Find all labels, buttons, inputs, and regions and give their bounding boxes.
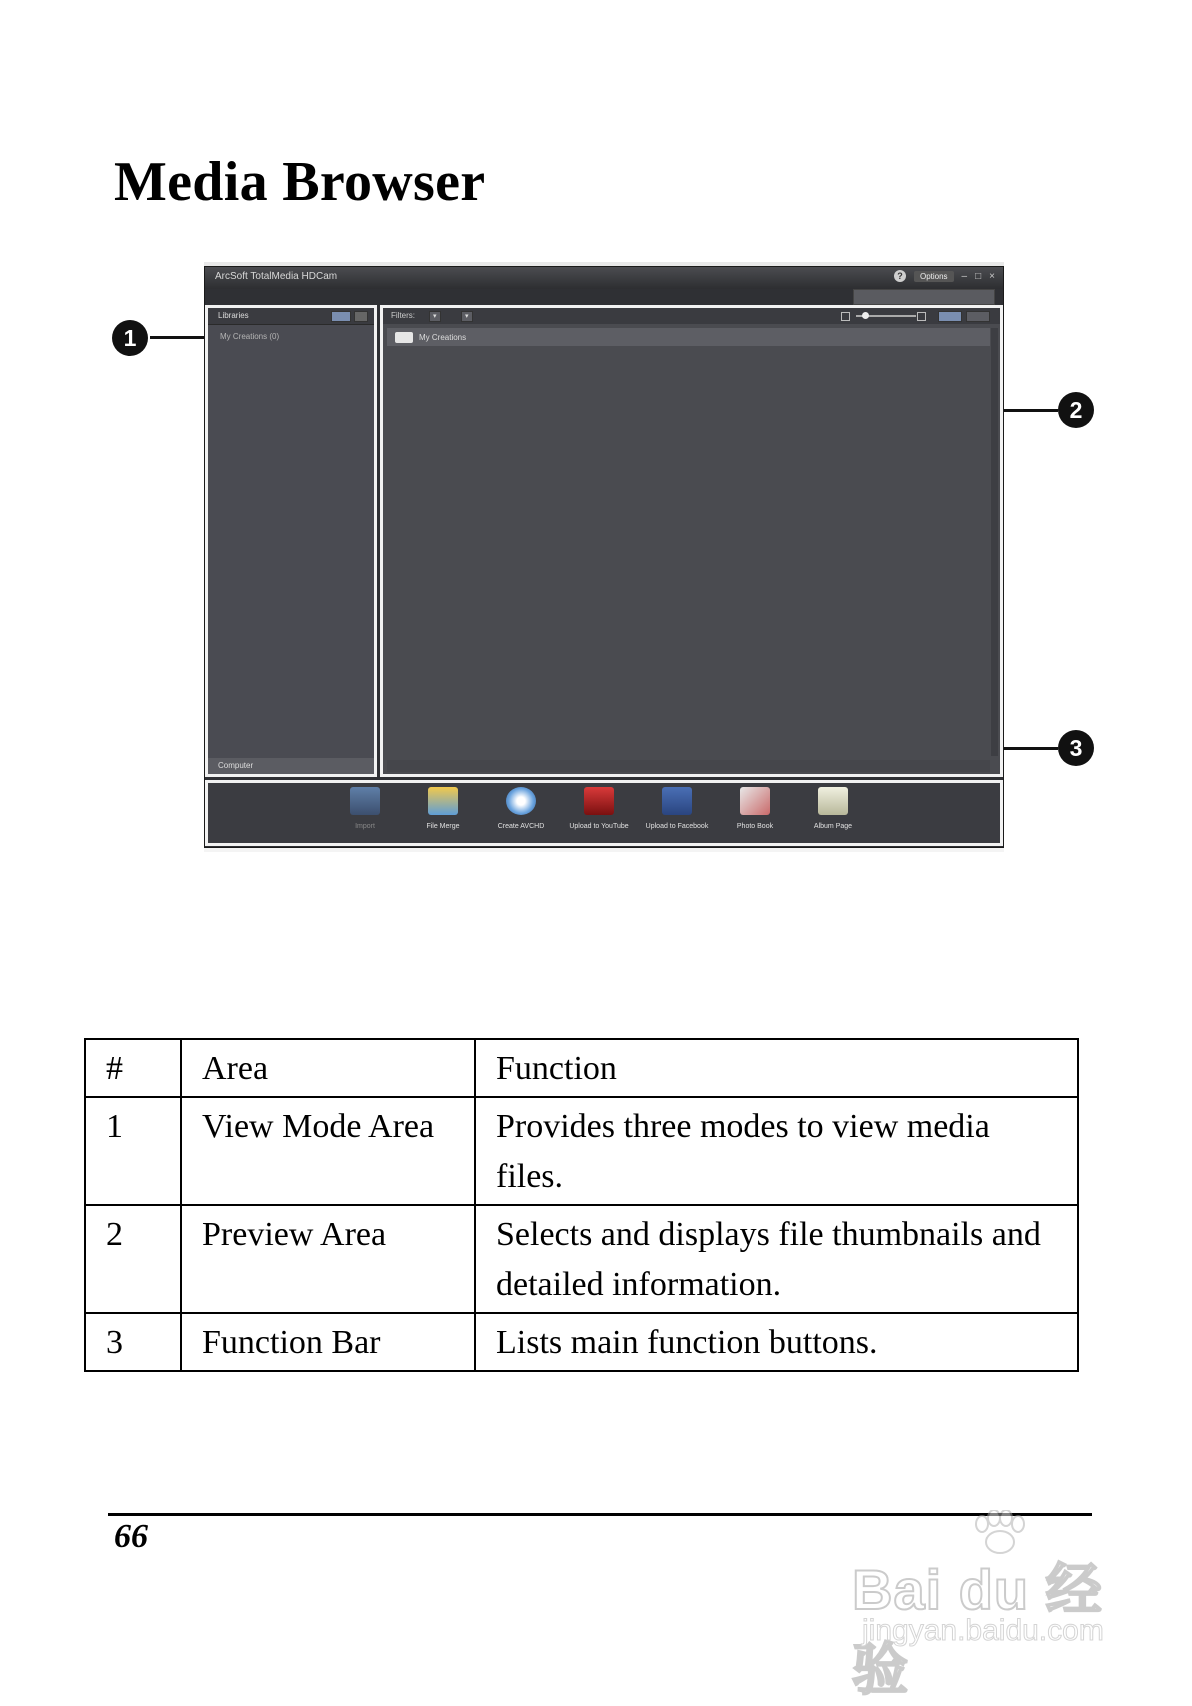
album-page-label: Album Page bbox=[813, 823, 853, 830]
youtube-icon bbox=[584, 787, 614, 815]
album-page-icon bbox=[818, 787, 848, 815]
page-title: Media Browser bbox=[114, 151, 486, 213]
row-area: Function Bar bbox=[181, 1313, 475, 1371]
table-header-row bbox=[85, 1039, 1078, 1097]
footer-rule bbox=[108, 1513, 1092, 1516]
row-function: Provides three modes to view media files. bbox=[475, 1097, 1078, 1205]
title-bar bbox=[205, 267, 1003, 289]
area-function-table bbox=[84, 1038, 1079, 1372]
callout-1-line bbox=[150, 336, 204, 339]
window-controls bbox=[894, 270, 995, 282]
header-function: Function bbox=[475, 1039, 1078, 1097]
computer-section[interactable] bbox=[208, 758, 374, 774]
callout-2: 2 bbox=[1058, 392, 1094, 428]
photo-book-label: Photo Book bbox=[736, 823, 774, 830]
libraries-header[interactable] bbox=[208, 308, 374, 325]
create-avchd-button[interactable] bbox=[482, 787, 560, 830]
media-browser-screenshot bbox=[108, 262, 1100, 852]
row-num: 2 bbox=[85, 1205, 181, 1313]
row-area: Preview Area bbox=[181, 1205, 475, 1313]
create-avchd-label: Create AVCHD bbox=[497, 823, 545, 830]
minimize-icon[interactable]: – bbox=[961, 270, 968, 282]
import-label: Import bbox=[355, 823, 375, 830]
row-function: Selects and displays file thumbnails and detailed information. bbox=[475, 1205, 1078, 1313]
zoom-large-icon[interactable] bbox=[917, 312, 926, 321]
help-icon[interactable]: ? bbox=[894, 270, 906, 282]
grid-view-button[interactable] bbox=[354, 311, 368, 322]
import-icon bbox=[350, 787, 380, 815]
baidu-watermark bbox=[852, 1518, 1152, 1701]
folder-label: My Creations bbox=[419, 333, 467, 342]
upload-youtube-button[interactable] bbox=[560, 787, 638, 830]
computer-label: Computer bbox=[218, 761, 254, 770]
close-icon[interactable]: × bbox=[989, 270, 995, 282]
libraries-label: Libraries bbox=[218, 311, 249, 320]
row-area: View Mode Area bbox=[181, 1097, 475, 1205]
photo-book-button[interactable] bbox=[716, 787, 794, 830]
detail-view-button[interactable] bbox=[966, 311, 990, 322]
zoom-small-icon[interactable] bbox=[841, 312, 850, 321]
filter-dropdown[interactable]: ▾ bbox=[429, 311, 441, 322]
sort-dropdown[interactable]: ▾ bbox=[461, 311, 473, 322]
callout-2-line bbox=[1002, 409, 1058, 412]
folder-icon bbox=[395, 332, 413, 343]
library-item-my-creations[interactable]: My Creations (0) bbox=[220, 332, 280, 341]
row-num: 3 bbox=[85, 1313, 181, 1371]
header-num: # bbox=[85, 1039, 181, 1097]
filter-bar bbox=[383, 308, 1000, 324]
zoom-knob[interactable] bbox=[862, 312, 869, 319]
app-title: ArcSoft TotalMedia HDCam bbox=[215, 271, 338, 282]
zoom-slider[interactable] bbox=[856, 315, 916, 317]
view-mode-area bbox=[205, 305, 377, 777]
horizontal-scrollbar[interactable] bbox=[387, 760, 990, 772]
vertical-scrollbar[interactable] bbox=[991, 328, 998, 756]
folder-row[interactable] bbox=[387, 328, 990, 346]
app-window bbox=[204, 266, 1004, 848]
page-number: 66 bbox=[114, 1518, 148, 1555]
row-function: Lists main function buttons. bbox=[475, 1313, 1078, 1371]
maximize-icon[interactable]: □ bbox=[975, 270, 982, 282]
table-row bbox=[85, 1205, 1078, 1313]
row-num: 1 bbox=[85, 1097, 181, 1205]
upload-youtube-label: Upload to YouTube bbox=[569, 823, 629, 830]
photo-book-icon bbox=[740, 787, 770, 815]
facebook-icon bbox=[662, 787, 692, 815]
search-input[interactable] bbox=[853, 289, 995, 305]
table-row bbox=[85, 1097, 1078, 1205]
file-merge-button[interactable] bbox=[404, 787, 482, 830]
filters-label: Filters: bbox=[391, 311, 415, 320]
watermark-url: jingyan.baidu.com bbox=[862, 1614, 1104, 1647]
watermark-brand: Bai du 经验 bbox=[852, 1558, 1103, 1701]
file-merge-label: File Merge bbox=[426, 823, 460, 830]
callout-3: 3 bbox=[1058, 730, 1094, 766]
file-merge-icon bbox=[428, 787, 458, 815]
import-button[interactable] bbox=[326, 787, 404, 830]
table-row bbox=[85, 1313, 1078, 1371]
upload-facebook-label: Upload to Facebook bbox=[645, 823, 709, 830]
thumbnail-view-button[interactable] bbox=[938, 311, 962, 322]
callout-3-line bbox=[1002, 747, 1058, 750]
function-bar bbox=[205, 780, 1003, 846]
callout-1: 1 bbox=[112, 320, 148, 356]
disc-icon bbox=[506, 787, 536, 815]
upload-facebook-button[interactable] bbox=[638, 787, 716, 830]
preview-area bbox=[380, 305, 1003, 777]
options-button[interactable]: Options bbox=[914, 271, 954, 282]
list-view-button[interactable] bbox=[331, 311, 351, 322]
album-page-button[interactable] bbox=[794, 787, 872, 830]
header-area: Area bbox=[181, 1039, 475, 1097]
